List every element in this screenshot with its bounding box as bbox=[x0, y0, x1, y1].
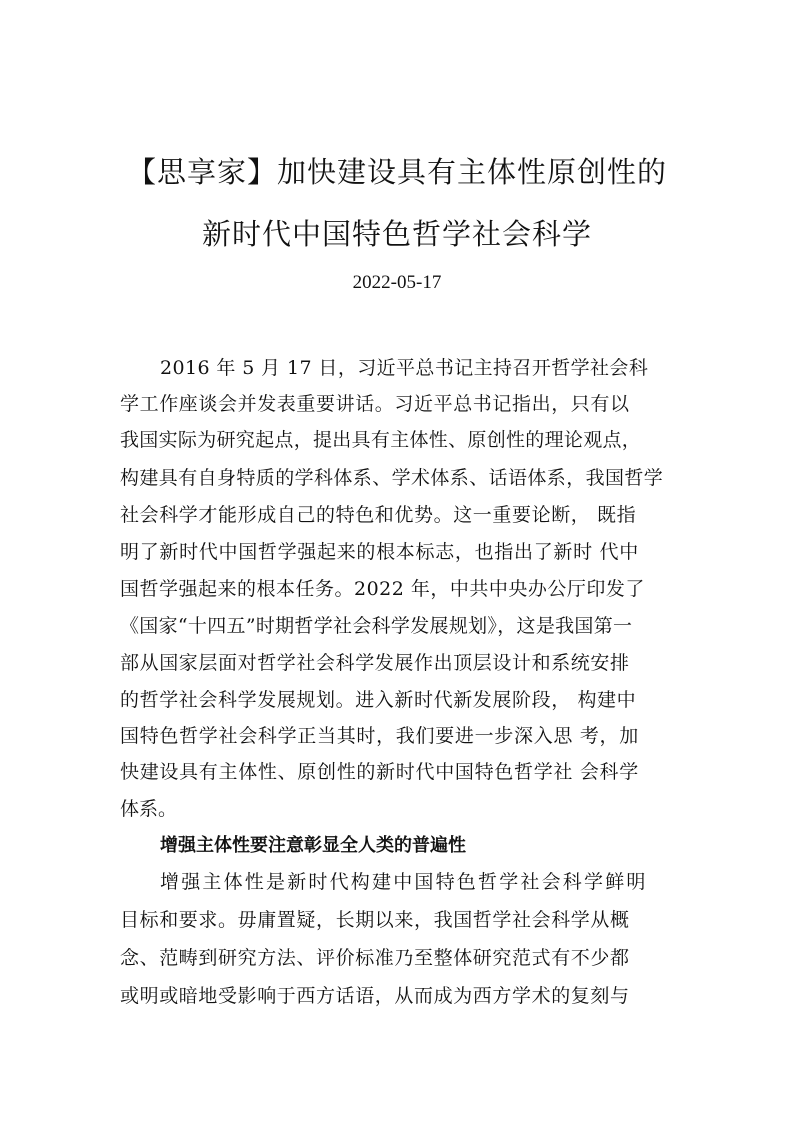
document-title-line-2: 新时代中国特色哲学社会科学 bbox=[201, 217, 592, 251]
paragraph-line: 部从国家层面对哲学社会科学发展作出顶层设计和系统安排 bbox=[120, 652, 630, 674]
paragraph-line: 的哲学社会科学发展规划。进入新时代新发展阶段， 构建中 bbox=[120, 689, 637, 711]
paragraph-line: 构建具有自身特质的学科体系、学术体系、话语体系，我国哲学 bbox=[120, 467, 664, 489]
paragraph-line: 学工作座谈会并发表重要讲话。习近平总书记指出，只有以 bbox=[120, 393, 630, 415]
paragraph-line: 我国实际为研究起点，提出具有主体性、原创性的理论观点， bbox=[120, 429, 642, 451]
paragraph-line: 目标和要求。毋庸置疑，长期以来，我国哲学社会科学从概 bbox=[120, 909, 630, 931]
section-heading: 增强主体性要注意彰显全人类的普遍性 bbox=[160, 835, 466, 856]
paragraph-line: 或明或暗地受影响于西方话语，从而成为西方学术的复刻与 bbox=[120, 985, 630, 1007]
publish-date: 2022-05-17 bbox=[352, 272, 442, 293]
paragraph-line: 社会科学才能形成自己的特色和优势。这一重要论断， 既指 bbox=[120, 504, 637, 526]
paragraph-line: 国哲学强起来的根本任务。2022 年，中共中央办公厅印发了 bbox=[120, 578, 645, 600]
paragraph-line: 增强主体性是新时代构建中国特色哲学社会科学鲜明 bbox=[160, 871, 648, 893]
paragraph-line: 国特色哲学社会科学正当其时，我们要进一步深入思 考，加 bbox=[120, 725, 639, 747]
paragraph-line: 体系。 bbox=[120, 798, 178, 820]
paragraph-line: 2016 年 5 月 17 日，习近平总书记主持召开哲学社会科 bbox=[160, 357, 649, 379]
paragraph-line: 明了新时代中国哲学强起来的根本标志，也指出了新时 代中 bbox=[120, 541, 639, 563]
document-title-line-1: 【思享家】加快建设具有主体性原创性的 bbox=[126, 155, 667, 189]
paragraph-line: 快建设具有主体性、原创性的新时代中国特色哲学社 会科学 bbox=[120, 761, 639, 783]
paragraph-line: 念、范畴到研究方法、评价标准乃至整体研究范式有不少都 bbox=[120, 947, 630, 969]
paragraph-line: 《国家“十四五”时期哲学社会科学发展规划》，这是我国第一 bbox=[120, 615, 633, 637]
